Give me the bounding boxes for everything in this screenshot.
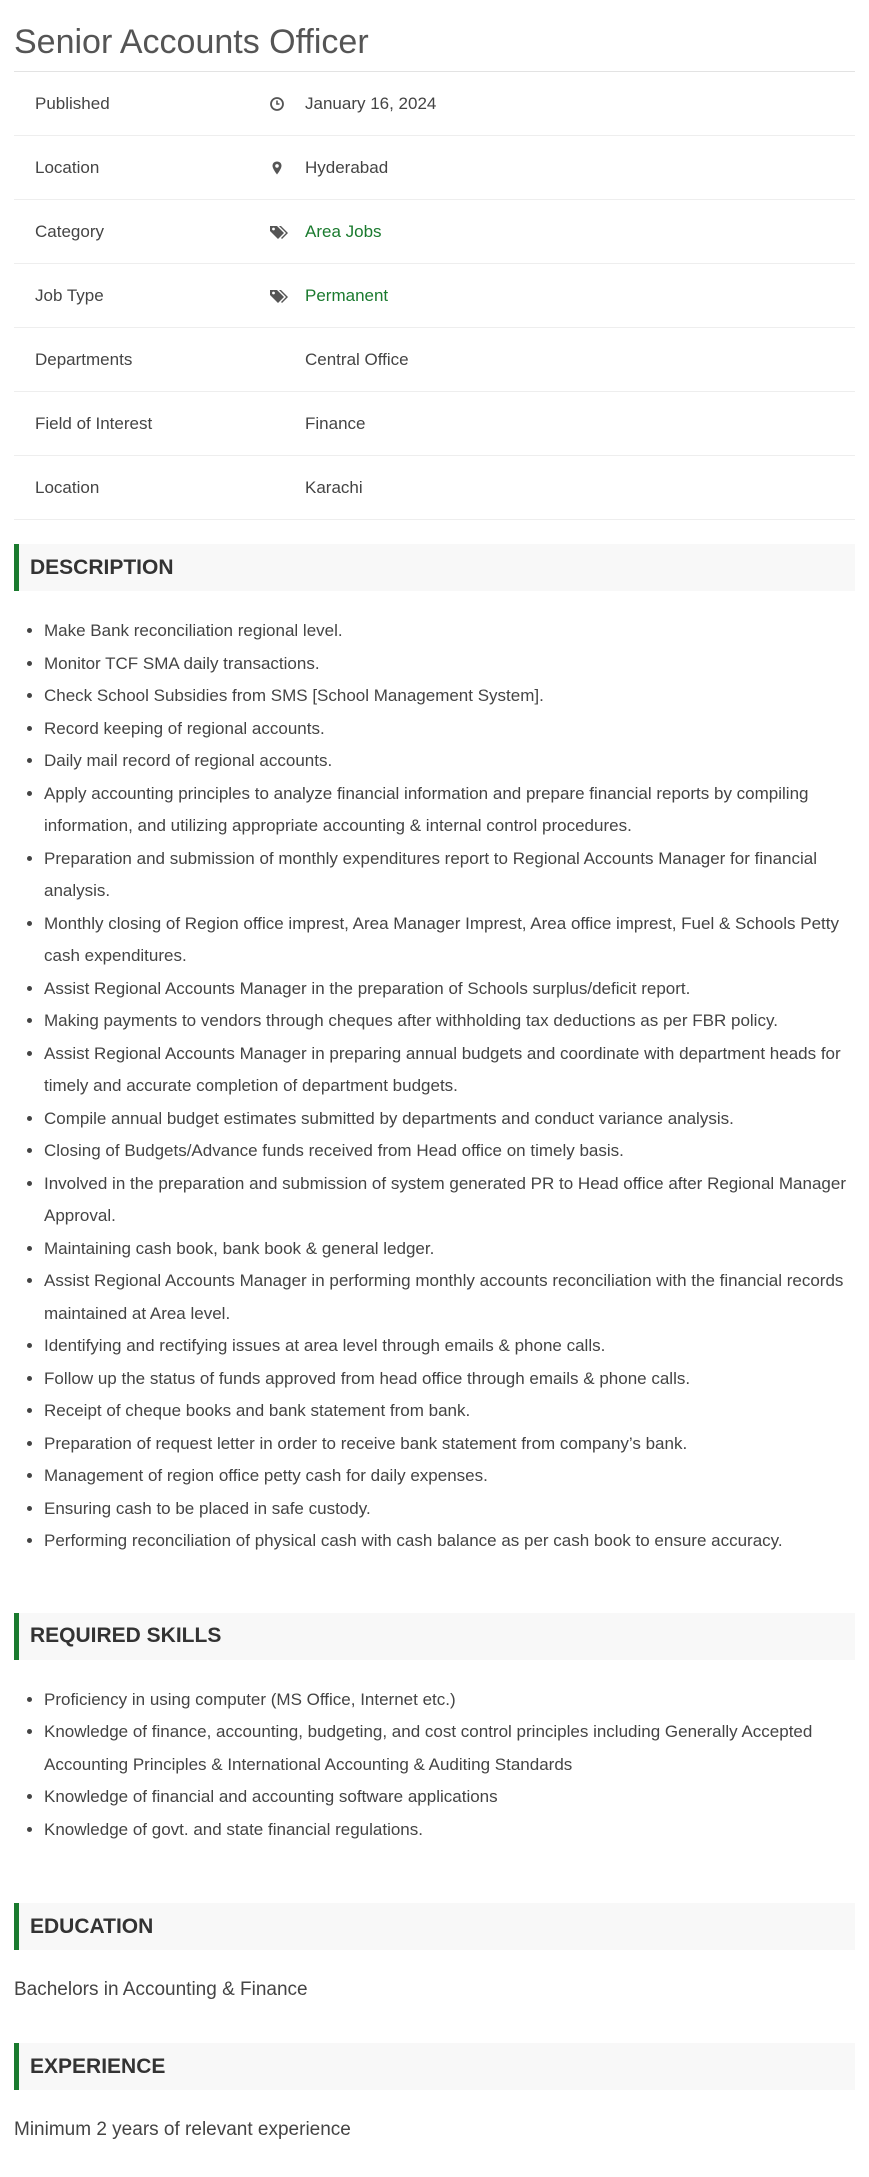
list-item: • Performing reconciliation of physical cash with cash balance as per cash book to ensure accuracy. [44,1525,855,1558]
list-item: • Assist Regional Accounts Manager in preparing annual budgets and coordinate with department heads for timely and accurate completion of department budgets. [44,1038,855,1103]
list-item: • Compile annual budget estimates submitted by departments and conduct variance analysis. [44,1103,855,1136]
tags-icon [269,224,305,240]
skills-heading: REQUIRED SKILLS [14,1613,855,1660]
meta-value: Karachi [305,477,363,497]
meta-row-location-2 [14,456,855,520]
list-item: • Making payments to vendors through cheques after withholding tax deductions as per FBR policy. [44,1005,855,1038]
meta-label: Location [35,157,100,177]
education-heading: EDUCATION [14,1903,855,1950]
meta-value: Hyderabad [305,157,389,177]
list-item: • Closing of Budgets/Advance funds received from Head office on timely basis. [44,1135,855,1168]
description-list [14,615,855,1558]
list-item: • Check School Subsidies from SMS [School Management System]. [44,680,855,713]
list-item: • Maintaining cash book, bank book & general ledger. [44,1233,855,1266]
tags-icon [269,288,305,304]
job-meta-list [14,72,855,520]
list-item: • Preparation and submission of monthly expenditures report to Regional Accounts Manager for financial analysis. [44,843,855,908]
list-item: • Knowledge of govt. and state financial regulations. [44,1814,855,1847]
page-title: Senior Accounts Officer [14,0,855,72]
meta-row-location [14,136,855,200]
meta-row-published [14,72,855,136]
meta-value: Finance [305,413,366,433]
meta-row-field-of-interest [14,392,855,456]
clock-icon [269,96,305,112]
list-item: • Knowledge of financial and accounting software applications [44,1781,855,1814]
list-item: • Proficiency in using computer (MS Office, Internet etc.) [44,1684,855,1717]
skills-list [14,1684,855,1847]
meta-value: Central Office [305,349,409,369]
list-item: • Make Bank reconciliation regional level. [44,615,855,648]
job-type-link[interactable]: Permanent [305,285,389,305]
list-item: • Management of region office petty cash for daily expenses. [44,1460,855,1493]
list-item: • Identifying and rectifying issues at area level through emails & phone calls. [44,1330,855,1363]
list-item: • Involved in the preparation and submission of system generated PR to Head office after Regional Manager Approval. [44,1168,855,1233]
list-item: • Follow up the status of funds approved from head office through emails & phone calls. [44,1363,855,1396]
list-item: • Knowledge of finance, accounting, budgeting, and cost control principles including Generally Accepted Accounting Principles & International Accounting & Auditing Standards [44,1716,855,1781]
meta-row-job-type [14,264,855,328]
meta-value: January 16, 2024 [305,93,437,113]
list-item: • Receipt of cheque books and bank statement from bank. [44,1395,855,1428]
list-item: • Monitor TCF SMA daily transactions. [44,648,855,681]
education-text: Bachelors in Accounting & Finance [14,1979,308,2000]
meta-row-departments [14,328,855,392]
meta-label: Job Type [35,285,104,305]
meta-label: Published [35,93,110,113]
list-item: • Daily mail record of regional accounts. [44,745,855,778]
meta-label: Departments [35,349,133,369]
list-item: • Record keeping of regional accounts. [44,713,855,746]
meta-label: Field of Interest [35,413,153,433]
meta-label: Category [35,221,104,241]
meta-label: Location [35,477,100,497]
list-item: • Assist Regional Accounts Manager in the preparation of Schools surplus/deficit report. [44,973,855,1006]
list-item: • Preparation of request letter in order to receive bank statement from company’s bank. [44,1428,855,1461]
list-item: • Apply accounting principles to analyze financial information and prepare financial reports by compiling information, and utilizing appropriate accounting & internal control procedures. [44,778,855,843]
experience-heading: EXPERIENCE [14,2043,855,2090]
description-heading: DESCRIPTION [14,544,855,591]
list-item: • Monthly closing of Region office imprest, Area Manager Imprest, Area office imprest, Fuel & Schools Petty cash expenditures. [44,908,855,973]
experience-text: Minimum 2 years of relevant experience [14,2119,351,2140]
list-item: • Assist Regional Accounts Manager in performing monthly accounts reconciliation with the financial records maintained at Area level. [44,1265,855,1330]
meta-row-category [14,200,855,264]
map-pin-icon [269,160,305,176]
list-item: • Ensuring cash to be placed in safe custody. [44,1493,855,1526]
category-link[interactable]: Area Jobs [305,221,382,241]
